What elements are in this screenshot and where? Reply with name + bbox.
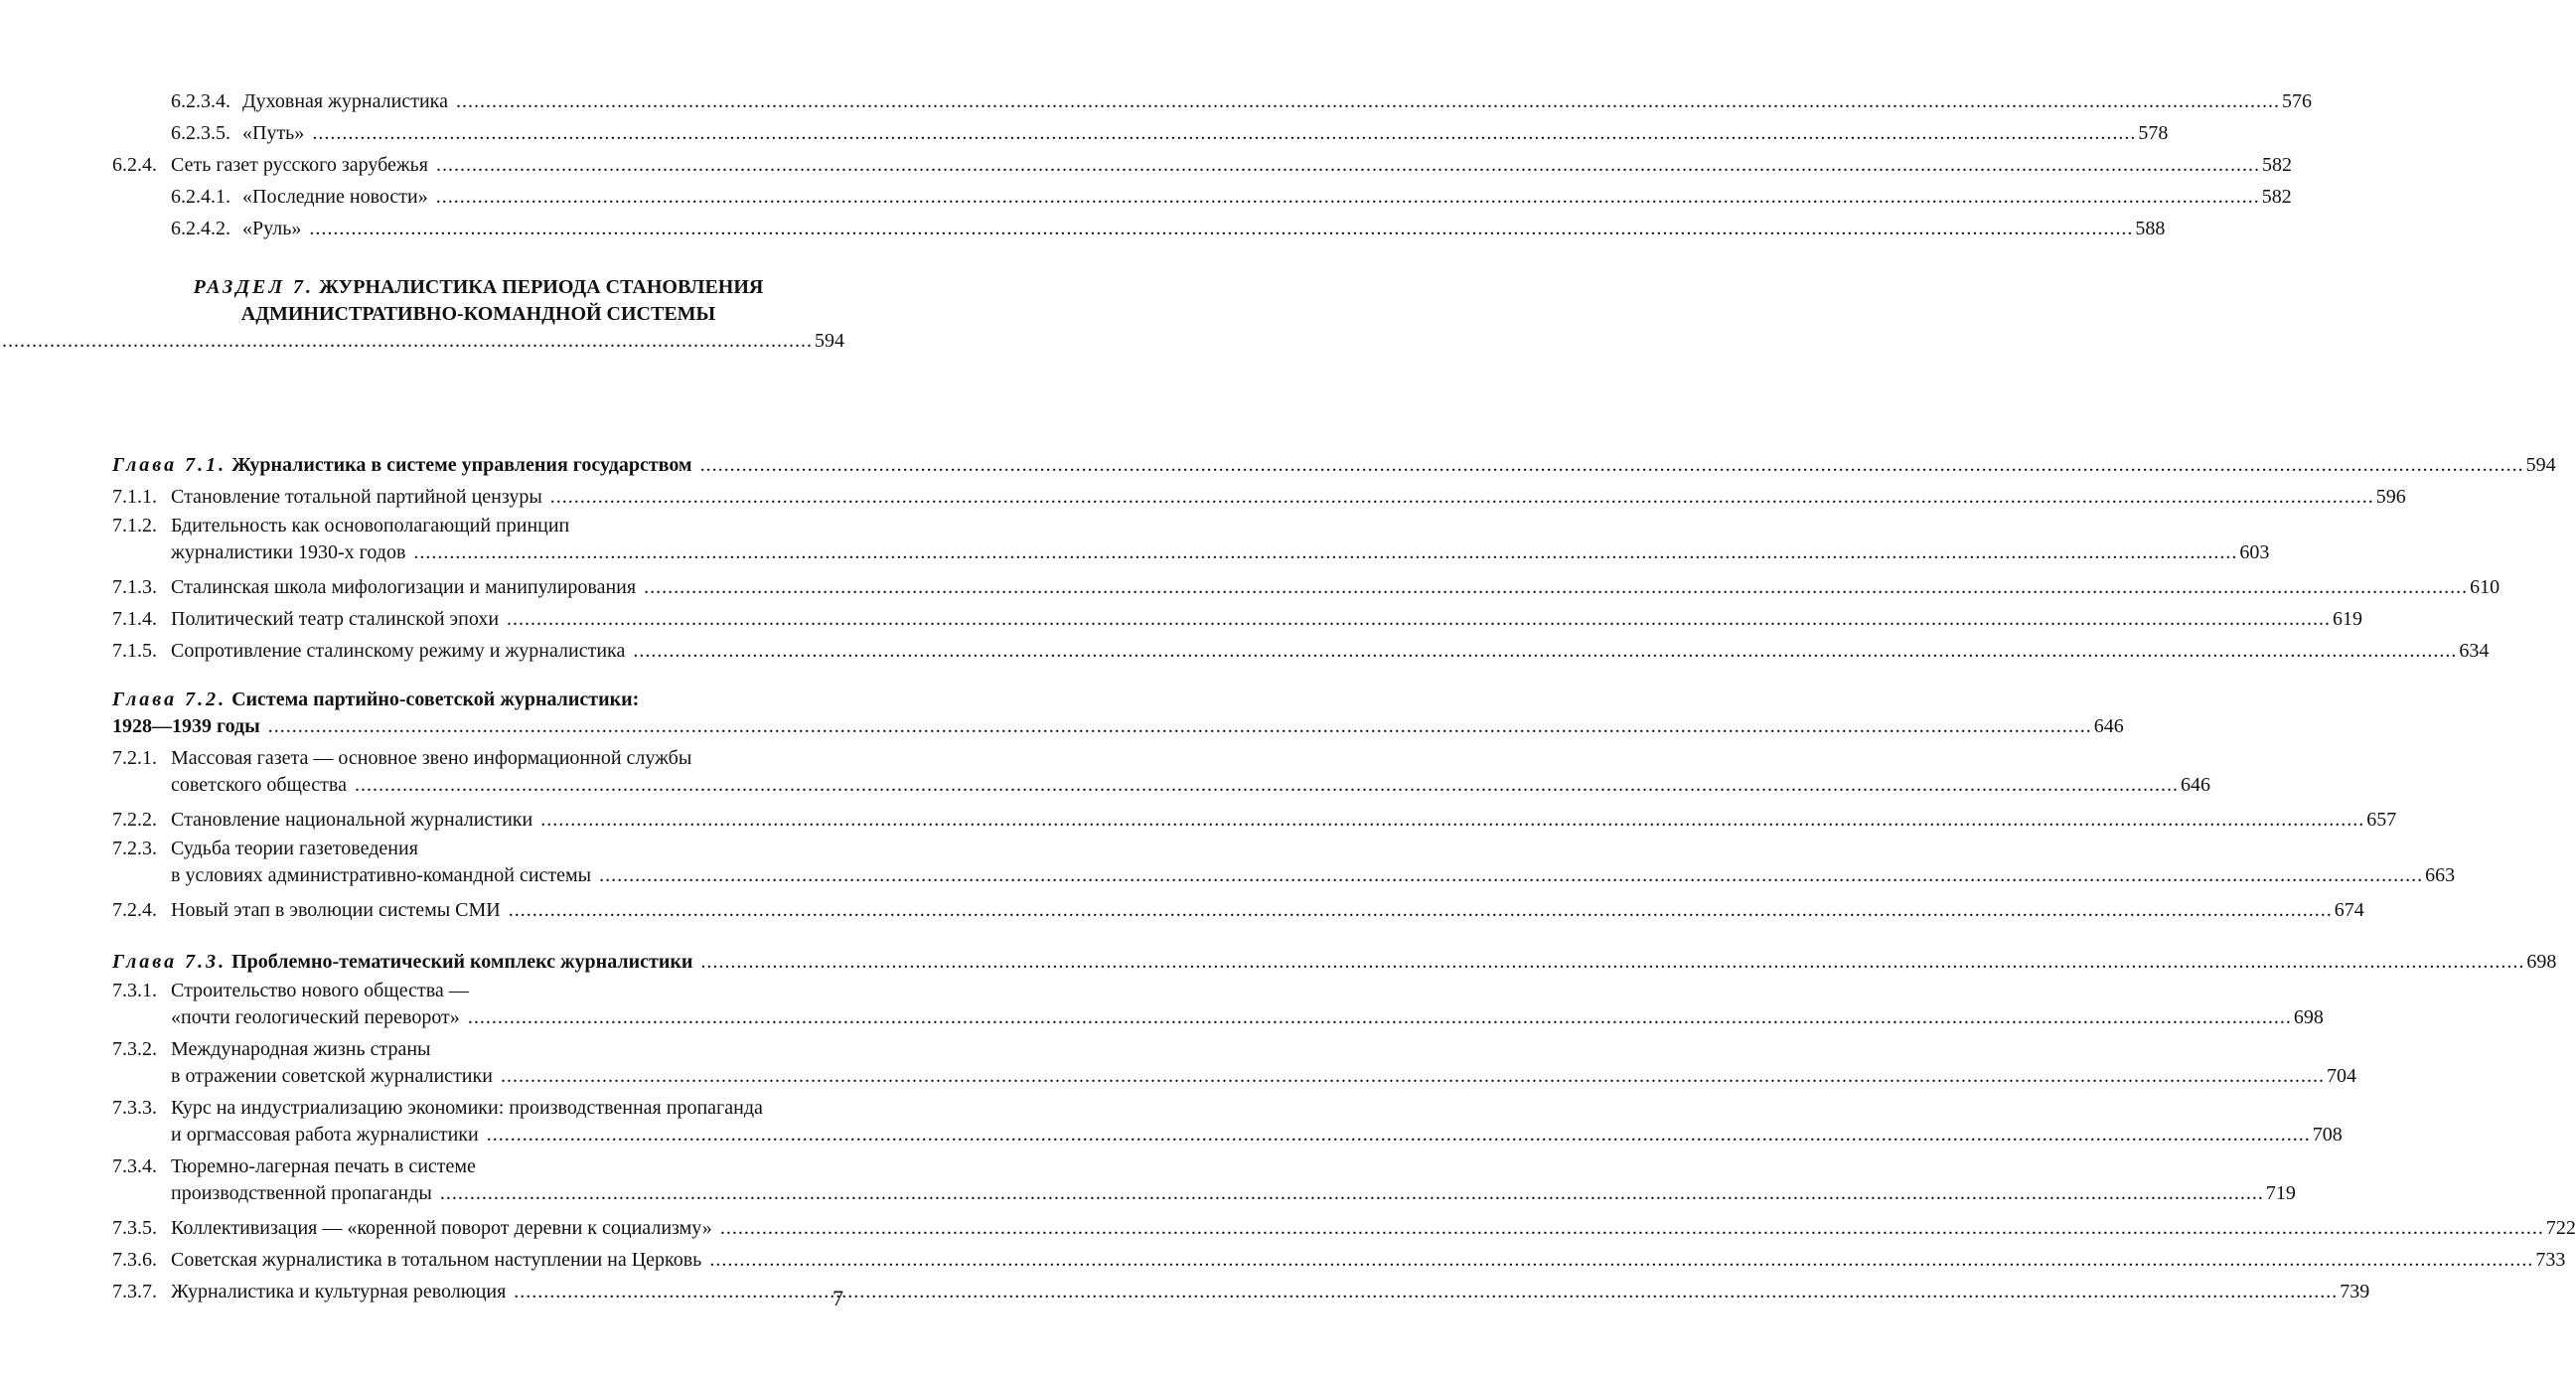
entry-number: 7.3.7.: [112, 1281, 157, 1302]
entry-title-line-1: Тюремно-лагерная печать в системе: [171, 1155, 476, 1177]
entry-title: Духовная журналистика: [242, 90, 448, 112]
entry-page: 578: [2138, 122, 2169, 144]
section-label: РАЗДЕЛ 7.: [193, 276, 315, 298]
dot-leader: [456, 85, 2280, 117]
entry-title-line-1: Строительство нового общества —: [171, 980, 469, 1001]
entry-page: 619: [2333, 608, 2363, 630]
toc-entry: [112, 603, 2363, 635]
page-number: 7: [833, 1286, 843, 1310]
toc-entry: [112, 85, 2312, 117]
entry-title-line-1: Судьба теории газетоведения: [171, 838, 418, 859]
section-heading: [112, 274, 844, 435]
entry-title-line-1: Бдительность как основополагающий принцип: [171, 515, 570, 536]
dot-leader: [514, 1276, 2338, 1307]
chapter-title: Проблемно-тематический комплекс журналистики: [231, 951, 693, 973]
entry-page: 663: [2425, 864, 2456, 886]
toc-entry: [112, 1036, 2356, 1090]
entry-title-line-1: Курс на индустриализацию экономики: производственная пропаганда: [171, 1097, 763, 1119]
chapter-page: 698: [2526, 951, 2557, 973]
entry-title-line-2: «почти геологический переворот»: [171, 1006, 460, 1028]
dot-leader: [720, 1212, 2544, 1244]
entry-page: 576: [2281, 90, 2312, 112]
entry-title: Советская журналистика в тотальном наступлении на Церковь: [171, 1249, 702, 1271]
dot-leader: [644, 571, 2468, 603]
entry-number: 7.1.5.: [112, 640, 157, 662]
toc-entry: [112, 1095, 2343, 1149]
toc-entry: [112, 1244, 2566, 1276]
entry-number: 7.1.3.: [112, 576, 157, 598]
dot-leader: [507, 603, 2331, 635]
entry-title-line-1: Международная жизнь страны: [171, 1038, 431, 1060]
toc-entry: [112, 978, 2324, 1031]
section-title-line-1: ЖУРНАЛИСТИКА ПЕРИОДА СТАНОВЛЕНИЯ: [319, 276, 764, 298]
entry-title-line-2: производственной пропаганды: [171, 1182, 432, 1204]
entry-title: Сопротивление сталинскому режиму и журналистика: [171, 640, 626, 662]
dot-leader: [312, 117, 2136, 149]
entry-page: 722: [2545, 1217, 2576, 1239]
entry-number: 6.2.4.: [112, 154, 157, 176]
chapter-label: Глава 7.1.: [112, 454, 227, 476]
entry-page: 582: [2262, 154, 2292, 176]
entry-page: 733: [2535, 1249, 2566, 1271]
entry-page: 704: [2326, 1065, 2356, 1087]
dot-leader: [309, 213, 2133, 244]
entry-number: 7.1.4.: [112, 608, 157, 630]
entry-title-line-2: в отражении советской журналистики: [171, 1065, 493, 1087]
dot-leader: [540, 804, 2364, 836]
entry-page: 646: [2180, 774, 2210, 796]
toc-entry: [112, 836, 2456, 889]
entry-number: 7.2.1.: [112, 747, 157, 769]
dot-leader: [0, 328, 813, 355]
toc-entry: [112, 571, 2500, 603]
entry-number: 7.3.3.: [112, 1097, 157, 1119]
entry-number: 7.1.2.: [112, 515, 157, 536]
entry-title: Политический театр сталинской эпохи: [171, 608, 500, 630]
entry-number: 7.3.5.: [112, 1217, 157, 1239]
entry-number: 7.3.2.: [112, 1038, 157, 1060]
entry-number: 7.3.4.: [112, 1155, 157, 1177]
section-page: 594: [815, 330, 844, 352]
chapter-page: 646: [2093, 715, 2124, 737]
toc-entry: [112, 894, 2364, 926]
entry-title: Становление тотальной партийной цензуры: [171, 486, 542, 508]
toc-entry: [112, 804, 2397, 836]
dot-leader: [633, 635, 2457, 667]
chapter-label: Глава 7.3.: [112, 951, 227, 973]
toc-entry: [112, 213, 2166, 244]
entry-page: 698: [2293, 1006, 2324, 1028]
chapter-title-line-1: Система партийно-советской журналистики:: [231, 689, 640, 710]
entry-number: 7.2.4.: [112, 899, 157, 921]
toc-entry: [112, 745, 2210, 799]
entry-title-line-1: Массовая газета — основное звено информационной службы: [171, 747, 692, 769]
entry-page: 582: [2261, 186, 2292, 208]
entry-title: «Путь»: [242, 122, 305, 144]
entry-number: 6.2.4.1.: [171, 186, 230, 208]
entry-title: Становление национальной журналистики: [171, 809, 533, 831]
entry-title: «Руль»: [242, 218, 302, 239]
dot-leader: [700, 946, 2524, 978]
dot-leader: [501, 1063, 2325, 1090]
entry-number: 7.3.6.: [112, 1249, 157, 1271]
dot-leader: [436, 149, 2260, 181]
entry-title: Коллективизация — «коренной поворот деревни к социализму»: [171, 1217, 712, 1239]
entry-title: Сеть газет русского зарубежья: [171, 154, 428, 176]
entry-page: 596: [2375, 486, 2406, 508]
entry-title: Сталинская школа мифологизации и манипулирования: [171, 576, 637, 598]
chapter-title-line-2: 1928—1939 годы: [112, 715, 260, 737]
entry-page: 739: [2340, 1281, 2370, 1302]
entry-title-line-2: и оргмассовая работа журналистики: [171, 1124, 479, 1146]
dot-leader: [355, 772, 2179, 799]
entry-page: 674: [2334, 899, 2364, 921]
entry-title: Журналистика и культурная революция: [171, 1281, 507, 1302]
dot-leader: [509, 894, 2333, 926]
dot-leader: [468, 1004, 2292, 1031]
entry-number: 7.3.1.: [112, 980, 157, 1001]
toc-entry: [112, 149, 2292, 181]
entry-title: «Последние новости»: [242, 186, 428, 208]
entry-page: 708: [2312, 1124, 2343, 1146]
entry-title-line-2: советского общества: [171, 774, 347, 796]
chapter-heading: [112, 449, 2556, 481]
entry-page: 603: [2239, 541, 2270, 563]
entry-number: 7.2.2.: [112, 809, 157, 831]
entry-number: 6.2.4.2.: [171, 218, 230, 239]
chapter-heading: [112, 687, 2124, 740]
toc-entry: [112, 513, 2270, 566]
toc-entry: [112, 181, 2292, 213]
entry-page: 657: [2366, 809, 2397, 831]
entry-number: 7.1.1.: [112, 486, 157, 508]
entry-page: 719: [2265, 1182, 2296, 1204]
entry-title: Новый этап в эволюции системы СМИ: [171, 899, 501, 921]
toc-entry: [112, 117, 2169, 149]
dot-leader: [413, 539, 2237, 566]
toc-entry: [112, 635, 2490, 667]
dot-leader: [599, 862, 2423, 889]
dot-leader: [709, 1244, 2533, 1276]
chapter-title: Журналистика в системе управления государством: [231, 454, 692, 476]
dot-leader: [487, 1122, 2311, 1149]
dot-leader: [436, 181, 2260, 213]
entry-page: 634: [2459, 640, 2490, 662]
dot-leader: [268, 713, 2092, 740]
chapter-label: Глава 7.2.: [112, 689, 227, 710]
chapter-heading: [112, 946, 2557, 978]
dot-leader: [440, 1180, 2264, 1207]
table-of-contents: [112, 85, 2576, 1307]
entry-page: 588: [2135, 218, 2166, 239]
dot-leader: [700, 449, 2524, 481]
entry-title-line-2: журналистики 1930-х годов: [171, 541, 406, 563]
toc-entry: [112, 1212, 2576, 1244]
toc-entry: [112, 1276, 2370, 1307]
entry-number: 7.2.3.: [112, 838, 157, 859]
entry-number: 6.2.3.5.: [171, 122, 230, 144]
dot-leader: [550, 481, 2374, 513]
entry-page: 610: [2470, 576, 2500, 598]
toc-entry: [112, 481, 2406, 513]
section-title-line-2: АДМИНИСТРАТИВНО-КОМАНДНОЙ СИСТЕМЫ: [240, 303, 716, 325]
entry-title-line-2: в условиях административно-командной системы: [171, 864, 592, 886]
entry-number: 6.2.3.4.: [171, 90, 230, 112]
toc-entry: [112, 1153, 2296, 1207]
chapter-page: 594: [2525, 454, 2556, 476]
